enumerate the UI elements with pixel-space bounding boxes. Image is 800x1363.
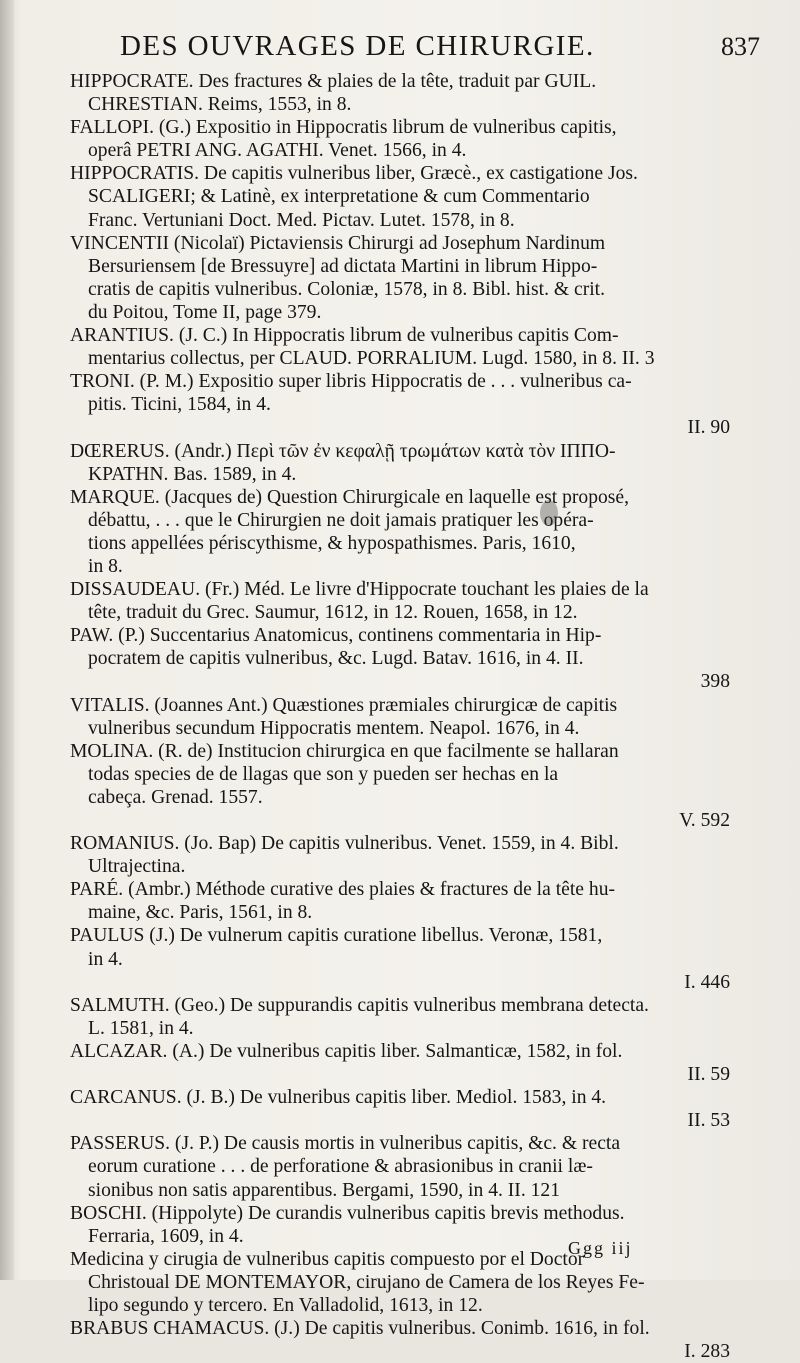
bibliography-entry — [70, 1040, 730, 1086]
running-header — [120, 28, 760, 72]
bibliography-entry — [70, 486, 730, 578]
entry-line: in 8. — [88, 555, 123, 577]
entry-line: SCALIGERI; & Latinè, ex interpretatione & cum Commentario — [88, 186, 590, 208]
entry-line: CARCANUS. (J. B.) De vulneribus capitis liber. Mediol. 1583, in 4. — [70, 1087, 607, 1109]
entry-line: Christoual DE MONTEMAYOR, cirujano de Camera de los Reyes Fe- — [88, 1271, 645, 1293]
entry-line: débattu, . . . que le Chirurgien ne doit jamais pratiquer les opéra- — [88, 509, 594, 531]
entry-line: PASSERUS. (J. P.) De causis mortis in vulneribus capitis, &c. & recta — [70, 1133, 621, 1155]
entry-line: II. 59 — [687, 1064, 730, 1086]
running-title: DES OUVRAGES DE CHIRURGIE. — [120, 30, 595, 62]
entry-line: tête, traduit du Grec. Saumur, 1612, in 12. Rouen, 1658, in 12. — [88, 602, 578, 624]
page-number: 837 — [721, 32, 760, 61]
entry-line: HIPPOCRATIS. De capitis vulneribus liber, Græcè., ex castigatione Jos. — [70, 163, 638, 185]
entry-line: II. 53 — [687, 1110, 730, 1132]
entry-line: I. 283 — [684, 1341, 730, 1363]
entry-line: PAW. (P.) Succentarius Anatomicus, continens commentaria in Hip- — [70, 625, 602, 647]
signature-mark: Ggg iij — [568, 1238, 633, 1258]
entry-line: vulneribus secundum Hippocratis mentem. Neapol. 1676, in 4. — [88, 717, 580, 739]
bibliography-list — [70, 70, 730, 1363]
entry-line: PARÉ. (Ambr.) Méthode curative des plaies & fractures de la tête hu- — [70, 879, 616, 901]
entry-line: sionibus non satis apparentibus. Bergami, 1590, in 4. II. 121 — [88, 1179, 561, 1201]
entry-line: Ultrajectina. — [88, 856, 186, 878]
entry-line: ΚΡΑΤΗΝ. Bas. 1589, in 4. — [88, 463, 297, 485]
entry-line: BOSCHI. (Hippolyte) De curandis vulneribus capitis brevis methodus. — [70, 1202, 625, 1224]
entry-line: Ferraria, 1609, in 4. — [88, 1225, 244, 1247]
entry-line: cabeça. Grenad. 1557. — [88, 786, 263, 808]
bibliography-entry — [70, 370, 730, 439]
bibliography-entry — [70, 878, 730, 924]
entry-line: II. 90 — [687, 417, 730, 439]
bibliography-entry — [70, 232, 730, 324]
entry-line: SALMUTH. (Geo.) De suppurandis capitis vulneribus membrana detecta. — [70, 994, 649, 1016]
entry-line: HIPPOCRATE. Des fractures & plaies de la tête, traduit par GUIL. — [70, 71, 597, 92]
entry-line: du Poitou, Tome II, page 379. — [88, 301, 322, 323]
entry-line: maine, &c. Paris, 1561, in 8. — [88, 902, 313, 924]
entry-line: BRABUS CHAMACUS. (J.) De capitis vulneribus. Conimb. 1616, in fol. — [70, 1318, 650, 1340]
bibliography-entry — [70, 740, 730, 832]
entry-line: PAULUS (J.) De vulnerum capitis curatione libellus. Veronæ, 1581, — [70, 925, 603, 947]
entry-line: MOLINA. (R. de) Institucion chirurgica en que facilmente se hallaran — [70, 740, 619, 762]
entry-line: Medicina y cirugia de vulneribus capitis compuesto por el Doctor — [70, 1248, 585, 1270]
entry-line: lipo segundo y tercero. En Valladolid, 1613, in 12. — [88, 1294, 483, 1316]
entry-line: L. 1581, in 4. — [88, 1017, 194, 1039]
entry-line: DISSAUDEAU. (Fr.) Méd. Le livre d'Hippocrate touchant les plaies de la — [70, 579, 649, 601]
entry-line: todas species de de llagas que son y pueden ser hechas en la — [88, 763, 559, 785]
entry-line: VITALIS. (Joannes Ant.) Quæstiones præmiales chirurgicæ de capitis — [70, 694, 618, 716]
bibliography-entry — [70, 162, 730, 231]
bibliography-entry — [70, 924, 730, 993]
entry-line: DŒRERUS. (Andr.) Περὶ τῶν ἐν κεφαλῇ τρωμάτων κατὰ τὸν ΙΠΠΟ- — [70, 440, 616, 462]
entry-line: eorum curatione . . . de perforatione & abrasionibus in cranii læ- — [88, 1156, 593, 1178]
entry-line: I. 446 — [684, 971, 730, 993]
entry-line: in 4. — [88, 948, 123, 970]
entry-line: mentarius collectus, per CLAUD. PORRALIUM. Lugd. 1580, in 8. II. 3 — [88, 348, 655, 370]
entry-line: ARANTIUS. (J. C.) In Hippocratis librum de vulneribus capitis Com- — [70, 325, 619, 347]
entry-line: pocratem de capitis vulneribus, &c. Lugd. Batav. 1616, in 4. II. — [88, 648, 584, 670]
entry-line: tions appellées périscythisme, & hypospathismes. Paris, 1610, — [88, 532, 576, 554]
entry-line: operâ PETRI ANG. AGATHI. Venet. 1566, in 4. — [88, 140, 467, 162]
entry-line: CHRESTIAN. Reims, 1553, in 8. — [88, 94, 352, 116]
bibliography-entry — [70, 832, 730, 878]
entry-line: cratis de capitis vulneribus. Coloniæ, 1578, in 8. Bibl. hist. & crit. — [88, 278, 606, 300]
bibliography-entry — [70, 324, 730, 370]
entry-line: FALLOPI. (G.) Expositio in Hippocratis librum de vulneribus capitis, — [70, 117, 617, 139]
entry-line: pitis. Ticini, 1584, in 4. — [88, 394, 271, 416]
entry-line: MARQUE. (Jacques de) Question Chirurgicale en laquelle est proposé, — [70, 486, 630, 508]
ink-blot — [540, 500, 558, 526]
entry-line: ROMANIUS. (Jo. Bap) De capitis vulneribus. Venet. 1559, in 4. Bibl. — [70, 833, 619, 855]
entry-line: V. 592 — [679, 810, 730, 831]
bibliography-entry — [70, 694, 730, 740]
page-gutter — [0, 0, 14, 1280]
entry-line: ALCAZAR. (A.) De vulneribus capitis liber. Salmanticæ, 1582, in fol. — [70, 1040, 623, 1062]
bibliography-entry — [70, 1132, 730, 1201]
bibliography-entry — [70, 994, 730, 1040]
entry-line: 398 — [700, 671, 730, 693]
bibliography-entry — [70, 440, 730, 486]
bibliography-entry — [70, 1317, 730, 1363]
entry-line: VINCENTII (Nicolaï) Pictaviensis Chirurgi ad Josephum Nardinum — [70, 232, 606, 254]
bibliography-entry — [70, 624, 730, 693]
bibliography-entry — [70, 1086, 730, 1132]
bibliography-entry — [70, 116, 730, 162]
entry-line: Franc. Vertuniani Doct. Med. Pictav. Lutet. 1578, in 8. — [88, 209, 515, 231]
entry-line: TRONI. (P. M.) Expositio super libris Hippocratis de . . . vulneribus ca- — [70, 371, 632, 393]
bibliography-entry — [70, 70, 730, 116]
bibliography-entry — [70, 578, 730, 624]
entry-line: Bersuriensem [de Bressuyre] ad dictata Martini in librum Hippo- — [88, 255, 598, 277]
